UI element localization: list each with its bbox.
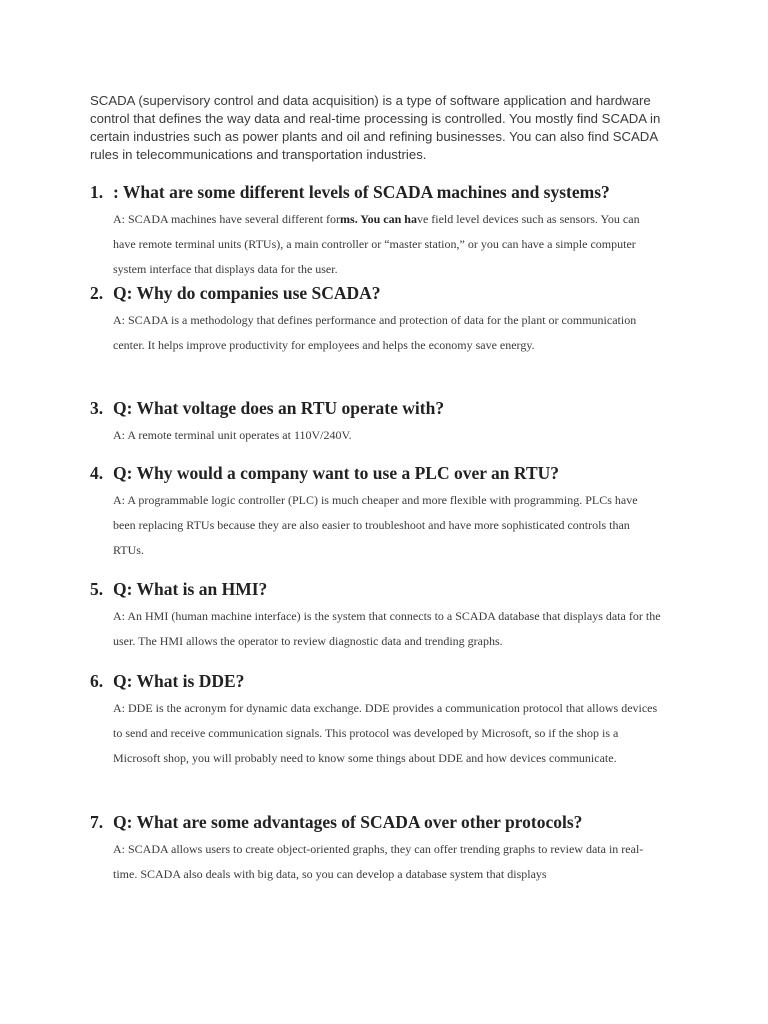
question-number: 6. [90,671,104,691]
qa-item-6 [90,670,690,771]
answer-text: A: A remote terminal unit operates at 110V/240V. [113,428,352,442]
question-heading [90,397,690,419]
question-number: 3. [90,398,104,418]
answer-text: A: DDE is the acronym for dynamic data exchange. DDE provides a communication protocol that allows devices to send and receive communication signals. This protocol was developed by Microsoft, so if the shop is a Microsoft shop, you will probably need to know some things about DDE and how devices communicate. [113,701,658,765]
answer-text: A: An HMI (human machine interface) is the system that connects to a SCADA database that displays data for the user. The HMI allows the operator to review diagnostic data and trending graphs. [113,609,661,648]
question-heading [90,462,690,484]
intro-paragraph: SCADA (supervisory control and data acquisition) is a type of software application and hardware control that defines the way data and real-time processing is controlled. You mostly find SCADA in certain industries such as power plants and oil and refining businesses. You can also find SCADA rules in telecommunications and transportation industries. [90,93,661,162]
question-text: Q: What voltage does an RTU operate with? [113,398,445,418]
question-number: 4. [90,463,104,483]
question-number: 5. [90,579,104,599]
question-heading [90,811,690,833]
question-text: Q: Why do companies use SCADA? [113,283,381,303]
question-text: Q: What is an HMI? [113,579,268,599]
qa-item-1 [90,181,690,282]
question-number: 7. [90,812,104,832]
question-heading [90,282,690,304]
question-text: : What are some different levels of SCADA machines and systems? [113,182,610,202]
answer-text: A: SCADA allows users to create object-oriented graphs, they can offer trending graphs to review data in real-time. SCADA also deals with big data, so you can develop a database system that displays [113,842,644,881]
qa-item-5 [90,578,690,654]
question-number: 1. [90,182,104,202]
answer-text: A: A programmable logic controller (PLC) is much cheaper and more flexible with programming. PLCs have been replacing RTUs because they are also easier to troubleshoot and have more sophisticated controls than RTUs. [113,493,638,557]
qa-item-2 [90,282,690,358]
question-text: Q: What is DDE? [113,671,245,691]
question-heading [90,181,690,203]
answer-text-part: ve field level devices such as sensors. You can have remote terminal units (RTUs), a main controller or “master station,” or you can have a simple computer system interface that displays data for the user. [113,212,640,276]
question-number: 2. [90,283,104,303]
answer-text: A: SCADA is a methodology that defines performance and protection of data for the plant or communication center. It helps improve productivity for employees and helps the economy save energy. [113,313,637,352]
answer-text-bold-part: ms. You can ha [340,212,417,226]
question-heading [90,670,690,692]
question-heading [90,578,690,600]
qa-item-3 [90,397,690,448]
qa-item-4 [90,462,690,563]
question-text: Q: Why would a company want to use a PLC over an RTU? [113,463,560,483]
answer-text-part: A: SCADA machines have several different for [113,212,341,226]
qa-item-7 [90,811,690,887]
answer-text [113,207,663,282]
question-text: Q: What are some advantages of SCADA over other protocols? [113,812,583,832]
